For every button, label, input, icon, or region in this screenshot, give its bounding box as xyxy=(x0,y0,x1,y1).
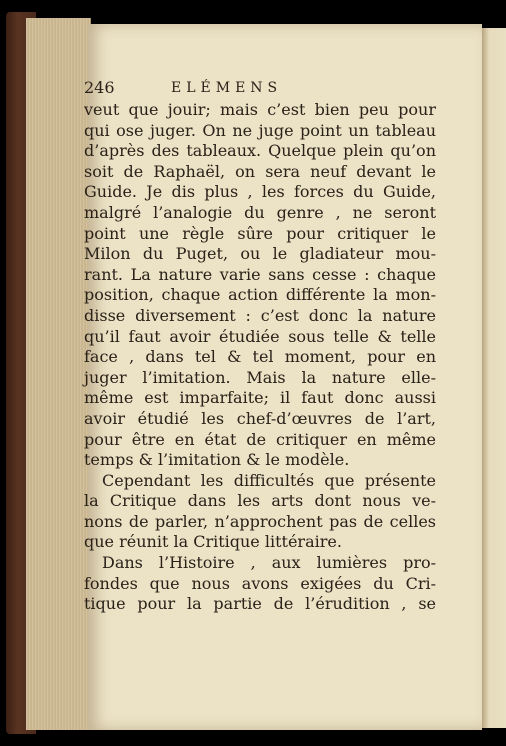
text-line: qui ose juger. On ne juge point un tableau xyxy=(84,120,436,140)
text-line: nons de parler, n’approchent pas de celles xyxy=(84,511,436,531)
text-line: malgré l’analogie du genre , ne seront xyxy=(84,202,436,222)
text-line: tique pour la partie de l’érudition , se xyxy=(84,594,436,614)
text-line: qu’il faut avoir étudiée sous telle & telle xyxy=(84,326,436,346)
page-number: 246 xyxy=(84,78,115,97)
running-head xyxy=(84,78,436,100)
text-line: veut que jouir; mais c’est bien peu pour xyxy=(84,100,436,119)
text-line: la Critique dans les arts dont nous ve- xyxy=(84,491,436,511)
text-line: que réunit la Critique littéraire. xyxy=(84,532,342,552)
text-line: avoir étudié les chef-d’œuvres de l’art, xyxy=(84,408,436,428)
text-line: même est imparfaite; il faut donc aussi xyxy=(84,388,436,408)
text-line: Guide. Je dis plus , les forces du Guide, xyxy=(84,182,436,202)
page-edges xyxy=(26,18,91,730)
text-line: point une règle sûre pour critiquer le xyxy=(84,223,436,243)
text-line: temps & l’imitation & le modèle. xyxy=(84,450,350,470)
page-text xyxy=(84,78,436,615)
text-line: Dans l’Histoire , aux lumières pro- xyxy=(102,553,436,573)
text-line: juger l’imitation. Mais la nature elle- xyxy=(84,367,436,387)
text-line: rant. La nature varie sans cesse : chaque xyxy=(84,264,436,284)
text-line: Cependant les difficultés que présente xyxy=(102,470,436,490)
text-line: disse diversement : c’est donc la nature xyxy=(84,305,436,325)
text-line: d’après des tableaux. Quelque plein qu’on xyxy=(84,141,436,161)
header-title: ELÉMENS xyxy=(171,80,283,96)
text-line: pour être en état de critiquer en même xyxy=(84,429,436,449)
facing-page-edge xyxy=(482,28,506,728)
text-line: position, chaque action différente la mon- xyxy=(84,285,436,305)
text-line: fondes que nous avons exigées du Cri- xyxy=(84,573,436,593)
text-line: face , dans tel & tel moment, pour en xyxy=(84,347,436,367)
text-line: Milon du Puget, ou le gladiateur mou- xyxy=(84,244,436,264)
text-line: soit de Raphaël, on sera neuf devant le xyxy=(84,161,436,181)
